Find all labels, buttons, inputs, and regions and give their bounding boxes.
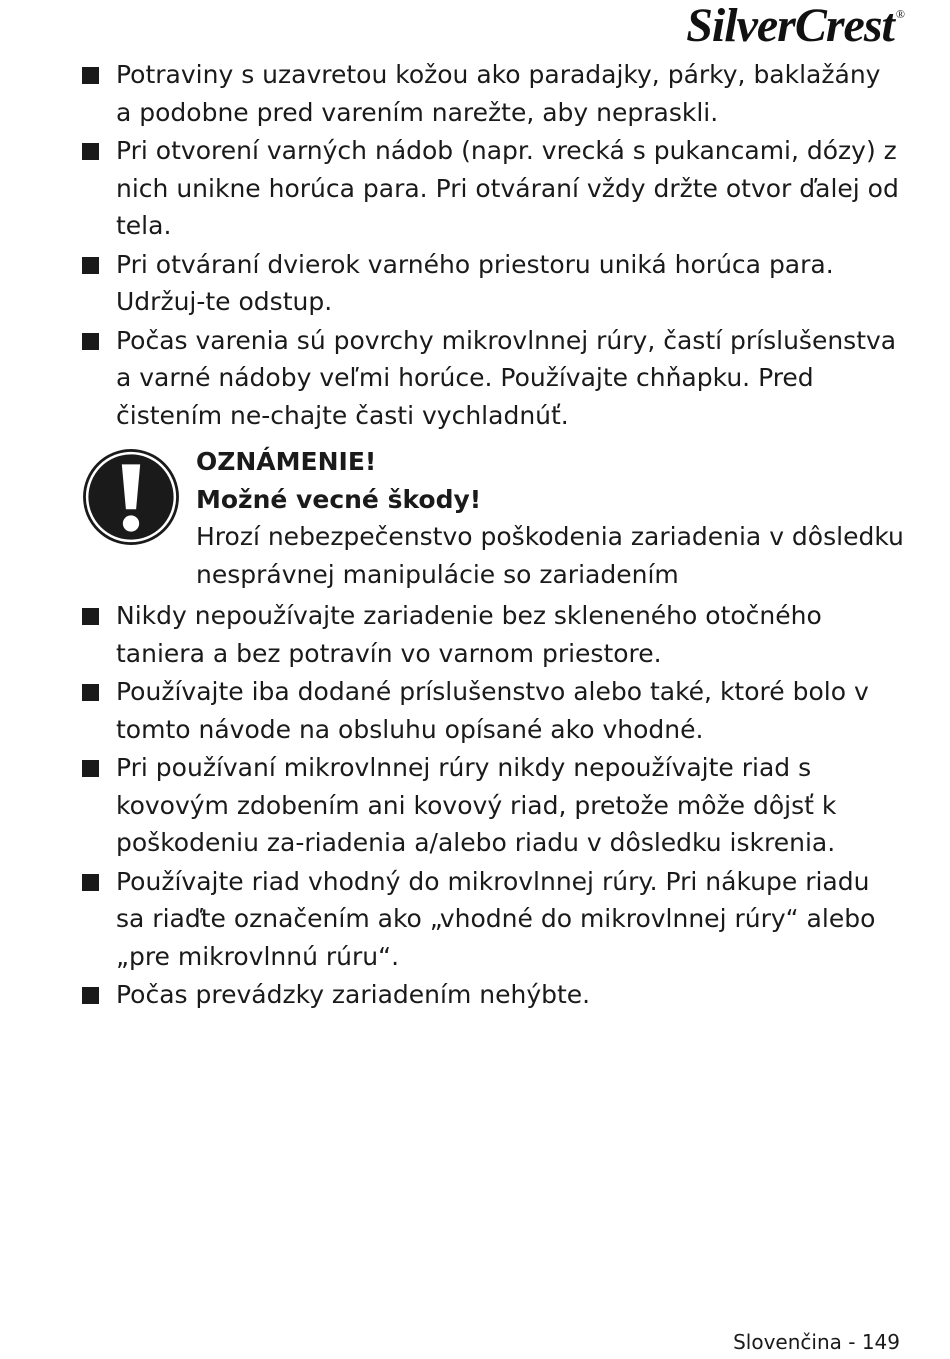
list-item: [82, 322, 902, 435]
bullet-square-icon: [82, 67, 99, 84]
bullet-square-icon: [82, 987, 99, 1004]
notice-box: [80, 443, 910, 598]
bullet-square-icon: [82, 257, 99, 274]
notice-body: Hrozí nebezpečenstvo poškodenia zariadenia v dôsledku nesprávnej manipulácie so zariadením: [196, 522, 904, 589]
list-item: [82, 673, 902, 748]
bullet-square-icon: [82, 333, 99, 350]
list-item-text: Pri používaní mikrovlnnej rúry nikdy nepoužívajte riad s kovovým zdobením ani kovový riad, pretože môže dôjsť k poškodeniu za-riadenia a/alebo riadu v dôsledku iskrenia.: [116, 753, 837, 857]
list-item: [82, 863, 902, 976]
list-item: [82, 132, 902, 245]
notice-heading: OZNÁMENIE!: [196, 447, 377, 476]
list-item-text: Počas prevádzky zariadením nehýbte.: [116, 980, 591, 1009]
list-item-text: Nikdy nepoužívajte zariadenie bez skleneného otočného taniera a bez potravín vo varnom priestore.: [116, 601, 822, 668]
bullet-square-icon: [82, 608, 99, 625]
safety-list-1: [82, 56, 902, 435]
brand-logo: [686, 2, 902, 50]
notice-subheading: Možné vecné škody!: [196, 484, 482, 514]
bullet-square-icon: [82, 684, 99, 701]
bullet-square-icon: [82, 760, 99, 777]
safety-list-2: [82, 597, 902, 1015]
registered-mark: ®: [895, 7, 904, 21]
list-item-text: Počas varenia sú povrchy mikrovlnnej rúry, častí príslušenstva a varné nádoby veľmi horúce. Používajte chňapku. Pred čistením ne-chajte časti vychladnúť.: [116, 325, 897, 430]
list-item: [82, 56, 902, 131]
list-item: [82, 597, 902, 672]
bullet-square-icon: [82, 143, 99, 160]
list-item: [82, 246, 902, 321]
bullet-square-icon: [82, 874, 99, 891]
list-item-text: Používajte riad vhodný do mikrovlnnej rúry. Pri nákupe riadu sa riaďte označením ako „vhodné do mikrovlnnej rúry“ alebo „pre mikrovlnnú rúru“.: [116, 866, 876, 971]
page-footer: Slovenčina - 149: [733, 1330, 900, 1354]
list-item-text: Pri otvorení varných nádob (napr. vrecká s pukancami, dózy) z nich unikne horúca para. Pri otváraní vždy držte otvor ďalej od tela.: [116, 136, 899, 240]
list-item: [82, 749, 902, 862]
list-item-text: Potraviny s uzavretou kožou ako paradajky, párky, baklažány a podobne pred varením narežte, aby nepraskli.: [116, 60, 881, 127]
brand-logo-text: SilverCrest: [686, 0, 894, 52]
exclamation-circle-icon: [80, 446, 182, 548]
list-item-text: Pri otváraní dvierok varného priestoru uniká horúca para. Udržuj-te odstup.: [116, 249, 834, 316]
list-item-text: Používajte iba dodané príslušenstvo alebo také, ktoré bolo v tomto návode na obsluhu opísané ako vhodné.: [116, 677, 869, 744]
notice-text-group: [196, 443, 906, 593]
list-item: [82, 976, 902, 1014]
